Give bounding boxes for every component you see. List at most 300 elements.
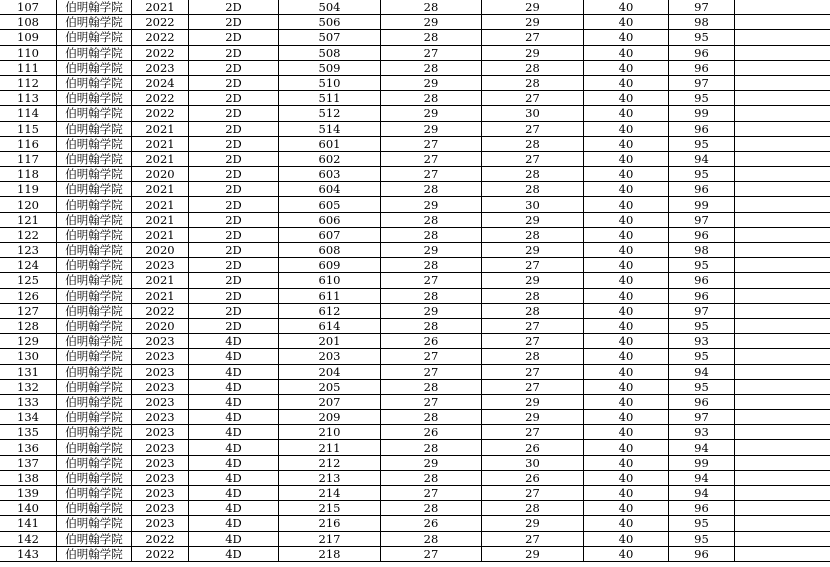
score-1-cell[interactable]: 27 xyxy=(381,349,482,364)
empty-cell[interactable] xyxy=(735,182,830,197)
empty-cell[interactable] xyxy=(735,91,830,106)
row-number-cell[interactable]: 112 xyxy=(0,75,57,90)
score-3-cell[interactable]: 40 xyxy=(584,425,669,440)
type-cell[interactable]: 4D xyxy=(189,531,279,546)
total-cell[interactable]: 94 xyxy=(669,486,735,501)
total-cell[interactable]: 98 xyxy=(669,243,735,258)
total-cell[interactable]: 95 xyxy=(669,516,735,531)
school-cell[interactable]: 伯明翰学院 xyxy=(57,364,132,379)
score-2-cell[interactable]: 30 xyxy=(482,455,584,470)
school-cell[interactable]: 伯明翰学院 xyxy=(57,546,132,561)
school-cell[interactable]: 伯明翰学院 xyxy=(57,273,132,288)
score-2-cell[interactable]: 27 xyxy=(482,531,584,546)
school-cell[interactable]: 伯明翰学院 xyxy=(57,0,132,15)
school-cell[interactable]: 伯明翰学院 xyxy=(57,455,132,470)
row-number-cell[interactable]: 136 xyxy=(0,440,57,455)
total-cell[interactable]: 99 xyxy=(669,106,735,121)
year-cell[interactable]: 2022 xyxy=(132,91,189,106)
total-cell[interactable]: 94 xyxy=(669,440,735,455)
score-3-cell[interactable]: 40 xyxy=(584,121,669,136)
row-number-cell[interactable]: 134 xyxy=(0,410,57,425)
empty-cell[interactable] xyxy=(735,45,830,60)
score-1-cell[interactable]: 28 xyxy=(381,440,482,455)
room-cell[interactable]: 201 xyxy=(279,334,381,349)
score-1-cell[interactable]: 28 xyxy=(381,379,482,394)
row-number-cell[interactable]: 108 xyxy=(0,15,57,30)
score-2-cell[interactable]: 28 xyxy=(482,182,584,197)
school-cell[interactable]: 伯明翰学院 xyxy=(57,151,132,166)
school-cell[interactable]: 伯明翰学院 xyxy=(57,303,132,318)
score-2-cell[interactable]: 29 xyxy=(482,45,584,60)
score-3-cell[interactable]: 40 xyxy=(584,136,669,151)
score-3-cell[interactable]: 40 xyxy=(584,243,669,258)
score-2-cell[interactable]: 30 xyxy=(482,106,584,121)
total-cell[interactable]: 99 xyxy=(669,455,735,470)
room-cell[interactable]: 514 xyxy=(279,121,381,136)
school-cell[interactable]: 伯明翰学院 xyxy=(57,334,132,349)
score-2-cell[interactable]: 30 xyxy=(482,197,584,212)
type-cell[interactable]: 4D xyxy=(189,546,279,561)
row-number-cell[interactable]: 139 xyxy=(0,486,57,501)
empty-cell[interactable] xyxy=(735,486,830,501)
room-cell[interactable]: 212 xyxy=(279,455,381,470)
total-cell[interactable]: 96 xyxy=(669,394,735,409)
type-cell[interactable]: 4D xyxy=(189,516,279,531)
year-cell[interactable]: 2021 xyxy=(132,182,189,197)
room-cell[interactable]: 214 xyxy=(279,486,381,501)
year-cell[interactable]: 2021 xyxy=(132,197,189,212)
score-1-cell[interactable]: 27 xyxy=(381,167,482,182)
school-cell[interactable]: 伯明翰学院 xyxy=(57,75,132,90)
total-cell[interactable]: 93 xyxy=(669,425,735,440)
empty-cell[interactable] xyxy=(735,106,830,121)
room-cell[interactable]: 216 xyxy=(279,516,381,531)
type-cell[interactable]: 2D xyxy=(189,197,279,212)
total-cell[interactable]: 97 xyxy=(669,410,735,425)
score-1-cell[interactable]: 28 xyxy=(381,91,482,106)
school-cell[interactable]: 伯明翰学院 xyxy=(57,318,132,333)
room-cell[interactable]: 602 xyxy=(279,151,381,166)
type-cell[interactable]: 2D xyxy=(189,45,279,60)
room-cell[interactable]: 614 xyxy=(279,318,381,333)
school-cell[interactable]: 伯明翰学院 xyxy=(57,425,132,440)
row-number-cell[interactable]: 110 xyxy=(0,45,57,60)
school-cell[interactable]: 伯明翰学院 xyxy=(57,136,132,151)
total-cell[interactable]: 99 xyxy=(669,197,735,212)
score-3-cell[interactable]: 40 xyxy=(584,394,669,409)
score-3-cell[interactable]: 40 xyxy=(584,91,669,106)
room-cell[interactable]: 211 xyxy=(279,440,381,455)
type-cell[interactable]: 2D xyxy=(189,212,279,227)
score-2-cell[interactable]: 27 xyxy=(482,91,584,106)
score-2-cell[interactable]: 29 xyxy=(482,243,584,258)
empty-cell[interactable] xyxy=(735,212,830,227)
type-cell[interactable]: 2D xyxy=(189,227,279,242)
empty-cell[interactable] xyxy=(735,546,830,561)
school-cell[interactable]: 伯明翰学院 xyxy=(57,212,132,227)
empty-cell[interactable] xyxy=(735,440,830,455)
type-cell[interactable]: 4D xyxy=(189,394,279,409)
score-2-cell[interactable]: 29 xyxy=(482,273,584,288)
room-cell[interactable]: 610 xyxy=(279,273,381,288)
score-3-cell[interactable]: 40 xyxy=(584,288,669,303)
total-cell[interactable]: 95 xyxy=(669,91,735,106)
year-cell[interactable]: 2022 xyxy=(132,30,189,45)
row-number-cell[interactable]: 142 xyxy=(0,531,57,546)
row-number-cell[interactable]: 128 xyxy=(0,318,57,333)
type-cell[interactable]: 4D xyxy=(189,440,279,455)
room-cell[interactable]: 510 xyxy=(279,75,381,90)
year-cell[interactable]: 2023 xyxy=(132,379,189,394)
empty-cell[interactable] xyxy=(735,334,830,349)
type-cell[interactable]: 4D xyxy=(189,410,279,425)
year-cell[interactable]: 2023 xyxy=(132,425,189,440)
type-cell[interactable]: 2D xyxy=(189,91,279,106)
empty-cell[interactable] xyxy=(735,30,830,45)
score-3-cell[interactable]: 40 xyxy=(584,470,669,485)
score-3-cell[interactable]: 40 xyxy=(584,258,669,273)
score-1-cell[interactable]: 28 xyxy=(381,318,482,333)
score-2-cell[interactable]: 29 xyxy=(482,212,584,227)
empty-cell[interactable] xyxy=(735,273,830,288)
type-cell[interactable]: 2D xyxy=(189,318,279,333)
row-number-cell[interactable]: 121 xyxy=(0,212,57,227)
school-cell[interactable]: 伯明翰学院 xyxy=(57,258,132,273)
year-cell[interactable]: 2021 xyxy=(132,273,189,288)
year-cell[interactable]: 2023 xyxy=(132,364,189,379)
total-cell[interactable]: 96 xyxy=(669,273,735,288)
score-3-cell[interactable]: 40 xyxy=(584,318,669,333)
empty-cell[interactable] xyxy=(735,516,830,531)
empty-cell[interactable] xyxy=(735,318,830,333)
score-2-cell[interactable]: 28 xyxy=(482,136,584,151)
score-2-cell[interactable]: 27 xyxy=(482,364,584,379)
score-2-cell[interactable]: 27 xyxy=(482,318,584,333)
total-cell[interactable]: 97 xyxy=(669,303,735,318)
total-cell[interactable]: 96 xyxy=(669,121,735,136)
type-cell[interactable]: 4D xyxy=(189,470,279,485)
score-3-cell[interactable]: 40 xyxy=(584,531,669,546)
room-cell[interactable]: 612 xyxy=(279,303,381,318)
room-cell[interactable]: 507 xyxy=(279,30,381,45)
total-cell[interactable]: 98 xyxy=(669,15,735,30)
year-cell[interactable]: 2022 xyxy=(132,531,189,546)
year-cell[interactable]: 2023 xyxy=(132,410,189,425)
score-3-cell[interactable]: 40 xyxy=(584,516,669,531)
score-1-cell[interactable]: 28 xyxy=(381,227,482,242)
school-cell[interactable]: 伯明翰学院 xyxy=(57,167,132,182)
room-cell[interactable]: 509 xyxy=(279,60,381,75)
type-cell[interactable]: 2D xyxy=(189,30,279,45)
score-3-cell[interactable]: 40 xyxy=(584,303,669,318)
total-cell[interactable]: 97 xyxy=(669,75,735,90)
score-1-cell[interactable]: 27 xyxy=(381,45,482,60)
row-number-cell[interactable]: 123 xyxy=(0,243,57,258)
school-cell[interactable]: 伯明翰学院 xyxy=(57,106,132,121)
row-number-cell[interactable]: 143 xyxy=(0,546,57,561)
year-cell[interactable]: 2023 xyxy=(132,501,189,516)
type-cell[interactable]: 4D xyxy=(189,455,279,470)
score-2-cell[interactable]: 27 xyxy=(482,486,584,501)
year-cell[interactable]: 2023 xyxy=(132,258,189,273)
score-3-cell[interactable]: 40 xyxy=(584,273,669,288)
empty-cell[interactable] xyxy=(735,379,830,394)
score-1-cell[interactable]: 29 xyxy=(381,455,482,470)
score-2-cell[interactable]: 28 xyxy=(482,288,584,303)
score-1-cell[interactable]: 27 xyxy=(381,486,482,501)
empty-cell[interactable] xyxy=(735,60,830,75)
row-number-cell[interactable]: 135 xyxy=(0,425,57,440)
score-1-cell[interactable]: 27 xyxy=(381,151,482,166)
score-1-cell[interactable]: 26 xyxy=(381,334,482,349)
score-1-cell[interactable]: 28 xyxy=(381,470,482,485)
score-3-cell[interactable]: 40 xyxy=(584,212,669,227)
total-cell[interactable]: 96 xyxy=(669,182,735,197)
total-cell[interactable]: 96 xyxy=(669,546,735,561)
score-3-cell[interactable]: 40 xyxy=(584,30,669,45)
room-cell[interactable]: 611 xyxy=(279,288,381,303)
school-cell[interactable]: 伯明翰学院 xyxy=(57,60,132,75)
row-number-cell[interactable]: 129 xyxy=(0,334,57,349)
score-1-cell[interactable]: 28 xyxy=(381,182,482,197)
year-cell[interactable]: 2021 xyxy=(132,136,189,151)
room-cell[interactable]: 210 xyxy=(279,425,381,440)
score-3-cell[interactable]: 40 xyxy=(584,45,669,60)
score-3-cell[interactable]: 40 xyxy=(584,501,669,516)
school-cell[interactable]: 伯明翰学院 xyxy=(57,197,132,212)
school-cell[interactable]: 伯明翰学院 xyxy=(57,516,132,531)
score-1-cell[interactable]: 27 xyxy=(381,364,482,379)
row-number-cell[interactable]: 130 xyxy=(0,349,57,364)
score-3-cell[interactable]: 40 xyxy=(584,227,669,242)
total-cell[interactable]: 94 xyxy=(669,470,735,485)
room-cell[interactable]: 601 xyxy=(279,136,381,151)
room-cell[interactable]: 609 xyxy=(279,258,381,273)
row-number-cell[interactable]: 141 xyxy=(0,516,57,531)
score-3-cell[interactable]: 40 xyxy=(584,182,669,197)
score-3-cell[interactable]: 40 xyxy=(584,486,669,501)
total-cell[interactable]: 95 xyxy=(669,167,735,182)
empty-cell[interactable] xyxy=(735,75,830,90)
empty-cell[interactable] xyxy=(735,364,830,379)
row-number-cell[interactable]: 140 xyxy=(0,501,57,516)
empty-cell[interactable] xyxy=(735,455,830,470)
score-2-cell[interactable]: 27 xyxy=(482,258,584,273)
empty-cell[interactable] xyxy=(735,470,830,485)
room-cell[interactable]: 605 xyxy=(279,197,381,212)
year-cell[interactable]: 2023 xyxy=(132,349,189,364)
row-number-cell[interactable]: 119 xyxy=(0,182,57,197)
score-2-cell[interactable]: 29 xyxy=(482,410,584,425)
score-3-cell[interactable]: 40 xyxy=(584,60,669,75)
row-number-cell[interactable]: 120 xyxy=(0,197,57,212)
score-2-cell[interactable]: 26 xyxy=(482,470,584,485)
school-cell[interactable]: 伯明翰学院 xyxy=(57,15,132,30)
empty-cell[interactable] xyxy=(735,151,830,166)
room-cell[interactable]: 512 xyxy=(279,106,381,121)
room-cell[interactable]: 207 xyxy=(279,394,381,409)
row-number-cell[interactable]: 131 xyxy=(0,364,57,379)
room-cell[interactable]: 205 xyxy=(279,379,381,394)
room-cell[interactable]: 603 xyxy=(279,167,381,182)
room-cell[interactable]: 215 xyxy=(279,501,381,516)
row-number-cell[interactable]: 115 xyxy=(0,121,57,136)
score-1-cell[interactable]: 28 xyxy=(381,410,482,425)
room-cell[interactable]: 506 xyxy=(279,15,381,30)
score-1-cell[interactable]: 29 xyxy=(381,197,482,212)
score-1-cell[interactable]: 29 xyxy=(381,243,482,258)
row-number-cell[interactable]: 114 xyxy=(0,106,57,121)
type-cell[interactable]: 2D xyxy=(189,106,279,121)
total-cell[interactable]: 94 xyxy=(669,151,735,166)
score-3-cell[interactable]: 40 xyxy=(584,440,669,455)
total-cell[interactable]: 96 xyxy=(669,501,735,516)
school-cell[interactable]: 伯明翰学院 xyxy=(57,410,132,425)
score-2-cell[interactable]: 27 xyxy=(482,425,584,440)
type-cell[interactable]: 2D xyxy=(189,60,279,75)
school-cell[interactable]: 伯明翰学院 xyxy=(57,182,132,197)
year-cell[interactable]: 2023 xyxy=(132,486,189,501)
score-2-cell[interactable]: 29 xyxy=(482,516,584,531)
type-cell[interactable]: 4D xyxy=(189,379,279,394)
empty-cell[interactable] xyxy=(735,136,830,151)
score-2-cell[interactable]: 28 xyxy=(482,501,584,516)
score-3-cell[interactable]: 40 xyxy=(584,379,669,394)
score-1-cell[interactable]: 28 xyxy=(381,501,482,516)
type-cell[interactable]: 2D xyxy=(189,258,279,273)
total-cell[interactable]: 95 xyxy=(669,258,735,273)
empty-cell[interactable] xyxy=(735,197,830,212)
empty-cell[interactable] xyxy=(735,501,830,516)
score-3-cell[interactable]: 40 xyxy=(584,410,669,425)
score-3-cell[interactable]: 40 xyxy=(584,151,669,166)
score-3-cell[interactable]: 40 xyxy=(584,0,669,15)
score-1-cell[interactable]: 27 xyxy=(381,136,482,151)
empty-cell[interactable] xyxy=(735,0,830,15)
row-number-cell[interactable]: 122 xyxy=(0,227,57,242)
type-cell[interactable]: 2D xyxy=(189,121,279,136)
type-cell[interactable]: 2D xyxy=(189,167,279,182)
score-2-cell[interactable]: 27 xyxy=(482,121,584,136)
year-cell[interactable]: 2023 xyxy=(132,440,189,455)
score-1-cell[interactable]: 28 xyxy=(381,60,482,75)
total-cell[interactable]: 96 xyxy=(669,288,735,303)
total-cell[interactable]: 96 xyxy=(669,45,735,60)
school-cell[interactable]: 伯明翰学院 xyxy=(57,30,132,45)
row-number-cell[interactable]: 138 xyxy=(0,470,57,485)
year-cell[interactable]: 2023 xyxy=(132,455,189,470)
room-cell[interactable]: 604 xyxy=(279,182,381,197)
type-cell[interactable]: 4D xyxy=(189,425,279,440)
type-cell[interactable]: 4D xyxy=(189,349,279,364)
year-cell[interactable]: 2023 xyxy=(132,470,189,485)
room-cell[interactable]: 213 xyxy=(279,470,381,485)
year-cell[interactable]: 2022 xyxy=(132,303,189,318)
empty-cell[interactable] xyxy=(735,121,830,136)
school-cell[interactable]: 伯明翰学院 xyxy=(57,349,132,364)
score-1-cell[interactable]: 26 xyxy=(381,425,482,440)
school-cell[interactable]: 伯明翰学院 xyxy=(57,486,132,501)
score-1-cell[interactable]: 28 xyxy=(381,30,482,45)
total-cell[interactable]: 95 xyxy=(669,136,735,151)
row-number-cell[interactable]: 111 xyxy=(0,60,57,75)
score-2-cell[interactable]: 29 xyxy=(482,394,584,409)
school-cell[interactable]: 伯明翰学院 xyxy=(57,91,132,106)
score-1-cell[interactable]: 29 xyxy=(381,75,482,90)
row-number-cell[interactable]: 116 xyxy=(0,136,57,151)
score-2-cell[interactable]: 27 xyxy=(482,379,584,394)
score-3-cell[interactable]: 40 xyxy=(584,75,669,90)
school-cell[interactable]: 伯明翰学院 xyxy=(57,379,132,394)
score-2-cell[interactable]: 28 xyxy=(482,60,584,75)
year-cell[interactable]: 2022 xyxy=(132,45,189,60)
empty-cell[interactable] xyxy=(735,425,830,440)
type-cell[interactable]: 2D xyxy=(189,182,279,197)
score-3-cell[interactable]: 40 xyxy=(584,334,669,349)
year-cell[interactable]: 2020 xyxy=(132,318,189,333)
room-cell[interactable]: 218 xyxy=(279,546,381,561)
type-cell[interactable]: 2D xyxy=(189,273,279,288)
total-cell[interactable]: 96 xyxy=(669,60,735,75)
score-2-cell[interactable]: 27 xyxy=(482,151,584,166)
room-cell[interactable]: 608 xyxy=(279,243,381,258)
row-number-cell[interactable]: 117 xyxy=(0,151,57,166)
score-1-cell[interactable]: 27 xyxy=(381,546,482,561)
type-cell[interactable]: 2D xyxy=(189,151,279,166)
type-cell[interactable]: 2D xyxy=(189,15,279,30)
score-2-cell[interactable]: 28 xyxy=(482,75,584,90)
school-cell[interactable]: 伯明翰学院 xyxy=(57,531,132,546)
room-cell[interactable]: 607 xyxy=(279,227,381,242)
empty-cell[interactable] xyxy=(735,288,830,303)
total-cell[interactable]: 94 xyxy=(669,364,735,379)
year-cell[interactable]: 2021 xyxy=(132,227,189,242)
type-cell[interactable]: 2D xyxy=(189,243,279,258)
score-2-cell[interactable]: 26 xyxy=(482,440,584,455)
total-cell[interactable]: 95 xyxy=(669,30,735,45)
type-cell[interactable]: 4D xyxy=(189,501,279,516)
score-1-cell[interactable]: 29 xyxy=(381,303,482,318)
year-cell[interactable]: 2022 xyxy=(132,546,189,561)
school-cell[interactable]: 伯明翰学院 xyxy=(57,394,132,409)
total-cell[interactable]: 95 xyxy=(669,349,735,364)
score-3-cell[interactable]: 40 xyxy=(584,167,669,182)
empty-cell[interactable] xyxy=(735,394,830,409)
type-cell[interactable]: 4D xyxy=(189,334,279,349)
total-cell[interactable]: 95 xyxy=(669,318,735,333)
school-cell[interactable]: 伯明翰学院 xyxy=(57,243,132,258)
row-number-cell[interactable]: 133 xyxy=(0,394,57,409)
year-cell[interactable]: 2023 xyxy=(132,334,189,349)
empty-cell[interactable] xyxy=(735,349,830,364)
type-cell[interactable]: 2D xyxy=(189,303,279,318)
row-number-cell[interactable]: 107 xyxy=(0,0,57,15)
score-3-cell[interactable]: 40 xyxy=(584,106,669,121)
score-1-cell[interactable]: 26 xyxy=(381,516,482,531)
empty-cell[interactable] xyxy=(735,243,830,258)
score-1-cell[interactable]: 29 xyxy=(381,106,482,121)
row-number-cell[interactable]: 132 xyxy=(0,379,57,394)
year-cell[interactable]: 2021 xyxy=(132,121,189,136)
type-cell[interactable]: 2D xyxy=(189,136,279,151)
total-cell[interactable]: 97 xyxy=(669,212,735,227)
school-cell[interactable]: 伯明翰学院 xyxy=(57,501,132,516)
row-number-cell[interactable]: 113 xyxy=(0,91,57,106)
empty-cell[interactable] xyxy=(735,531,830,546)
score-3-cell[interactable]: 40 xyxy=(584,364,669,379)
row-number-cell[interactable]: 126 xyxy=(0,288,57,303)
total-cell[interactable]: 97 xyxy=(669,0,735,15)
